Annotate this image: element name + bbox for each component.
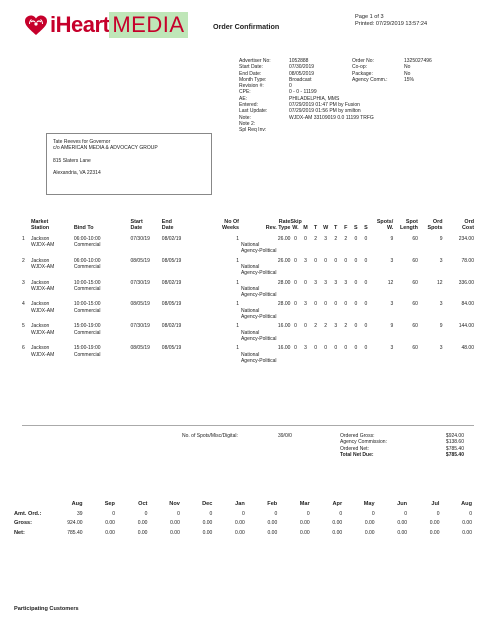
field-label: End Date: (239, 70, 262, 77)
monthly-value: 0.00 (105, 520, 115, 526)
total-label: Agency Commission: (340, 439, 387, 446)
monthly-value: 0.00 (332, 529, 343, 536)
rev-type-line: National (240, 351, 260, 358)
col-day: F (344, 225, 348, 232)
cell-day-count: 2 (314, 235, 317, 242)
field-label: Month Type: (239, 76, 267, 83)
monthly-value: 0 (209, 510, 213, 517)
monthly-row-label: Amt. Ord.: (14, 510, 42, 517)
monthly-value: 0 (371, 510, 375, 517)
col-end-date: End Date (161, 219, 174, 232)
field-label: Entered: (239, 102, 258, 109)
cell-rev-type (239, 264, 474, 277)
cell-weeks: 1 (236, 345, 239, 352)
cell-ord-spots: 9 (439, 323, 443, 330)
cell-ord-spots: 3 (439, 345, 443, 352)
cell-day-count: 0 (344, 301, 348, 308)
schedule-row-detail (22, 286, 474, 299)
col-day: T (313, 225, 318, 232)
schedule-row-detail (22, 242, 474, 255)
monthly-value: 0.00 (397, 520, 408, 526)
month-header: Aug (71, 501, 83, 507)
total-value: $138.60 (445, 439, 464, 446)
field-label: Order No: (352, 58, 374, 64)
col-rate-type: Rate Rev. Type (265, 219, 291, 232)
monthly-row-label: Net: (14, 529, 25, 536)
cell-day-count: 0 (354, 235, 358, 242)
month-header: Dec (202, 501, 213, 507)
month-header: Aug (461, 501, 472, 507)
participating-customers-heading: Participating Customers (14, 606, 79, 612)
page-title: Order Confirmation (213, 22, 280, 31)
cell-rev-type (239, 330, 474, 343)
cell-start-date: 08/05/19 (130, 345, 150, 352)
monthly-value: 0.00 (137, 529, 148, 536)
monthly-value: 0.00 (462, 520, 472, 526)
cell-day-count: 3 (304, 301, 307, 308)
monthly-value: 0.00 (137, 520, 148, 526)
schedule-row-detail (22, 330, 474, 343)
month-header: Oct (138, 501, 148, 507)
cell-end-date: 08/02/19 (161, 235, 182, 242)
cell-bind-to: Commercial (73, 242, 101, 249)
rev-type-line: Agency-Political (240, 248, 277, 255)
cell-bind-to: Commercial (73, 329, 101, 336)
monthly-value: 0 (436, 510, 440, 517)
cell-day-count: 0 (354, 301, 358, 308)
cell-rev-type (239, 308, 474, 321)
order-summary (352, 58, 462, 83)
monthly-value: 0.00 (235, 520, 245, 526)
cell-day-count: 0 (364, 279, 368, 286)
cell-rate: 28.00 (277, 301, 291, 308)
cell-ord-cost: 336.00 (458, 279, 474, 286)
cell-day-count: 0 (324, 345, 328, 352)
monthly-value: 0.00 (267, 529, 278, 536)
cell-end-date: 08/05/19 (161, 257, 182, 264)
cell-rate: 26.00 (277, 235, 291, 242)
cell-daypart-time: 10:00-15:00 (73, 301, 101, 308)
monthly-header-row (14, 500, 472, 510)
cell-day-count: 0 (304, 235, 307, 242)
total-value: $924.00 (445, 433, 464, 439)
cell-ord-spots: 3 (439, 301, 443, 308)
cell-end-date: 08/05/19 (161, 345, 182, 352)
month-header: Feb (267, 501, 278, 507)
field-label: Co-op: (352, 64, 368, 71)
monthly-value: 0 (469, 510, 472, 517)
field-value: No (404, 64, 411, 71)
printed-timestamp: Printed: 07/29/2019 13:57:24 (355, 21, 428, 27)
cell-day-count: 2 (344, 235, 348, 242)
month-header: Mar (299, 501, 310, 507)
cell-day-count: 0 (344, 257, 348, 264)
schedule-table (22, 219, 474, 367)
monthly-value: 0 (306, 510, 310, 517)
cell-weeks: 1 (236, 301, 239, 308)
brand-name-iheart: iHeart (50, 12, 110, 37)
col-skip: Skip W. (290, 219, 302, 232)
cell-market: Jackson (30, 279, 50, 286)
col-no-of-weeks: No Of Weeks (221, 219, 239, 232)
cell-day-count: 0 (364, 345, 368, 352)
monthly-value: 0 (112, 510, 115, 517)
total-line (340, 452, 464, 458)
monthly-table (14, 500, 472, 538)
rev-type-line: National (240, 307, 260, 314)
cell-day-count: 0 (334, 345, 338, 352)
cell-day-count: 3 (344, 279, 348, 286)
col-day: S (354, 225, 358, 232)
cell-line-number: 4 (22, 301, 25, 308)
cell-spots-per-week: 3 (390, 301, 394, 308)
monthly-value: 0 (177, 510, 180, 517)
cell-market: Jackson (30, 345, 50, 352)
cell-daypart-time: 06:00-10:00 (73, 235, 101, 242)
cell-skip: 0 (294, 235, 297, 242)
cell-day-count: 0 (344, 345, 348, 352)
month-header: May (363, 501, 375, 507)
cell-spots-per-week: 12 (387, 279, 394, 286)
cell-spot-length: 60 (412, 257, 418, 264)
cell-day-count: 3 (304, 257, 307, 264)
col-day: S (364, 225, 368, 232)
rev-type-line: National (240, 264, 260, 270)
cell-day-count: 0 (364, 257, 368, 264)
col-spot-length: Spot Length (399, 219, 418, 232)
col-ord-cost: Ord Cost (462, 219, 474, 232)
monthly-value: 0 (339, 510, 343, 517)
cell-bind-to: Commercial (73, 307, 101, 314)
cell-rate: 16.00 (277, 345, 291, 352)
cell-day-count: 0 (354, 279, 358, 286)
cell-bind-to: Commercial (73, 285, 101, 292)
col-day: W (323, 225, 329, 232)
cell-spot-length: 60 (412, 301, 418, 308)
cell-ord-cost: 144.00 (458, 323, 474, 330)
brand-logo (22, 12, 188, 38)
month-header: Jan (235, 501, 245, 507)
monthly-row (14, 510, 472, 520)
cell-rev-type (239, 352, 474, 365)
total-value: $785.40 (445, 445, 464, 452)
cell-ord-spots: 9 (439, 235, 443, 242)
cell-day-count: 0 (354, 345, 358, 352)
cell-day-count: 0 (314, 257, 317, 264)
cell-station: WJDX-AM (30, 307, 55, 314)
field-value: Broadcast (289, 76, 312, 83)
cell-day-count: 0 (354, 257, 358, 264)
monthly-value: 0.00 (364, 529, 375, 536)
field-value: No (404, 70, 411, 77)
cell-ord-cost: 78.00 (461, 257, 474, 264)
monthly-value: 0 (404, 510, 408, 517)
monthly-row-label: Gross: (14, 520, 33, 526)
cell-market: Jackson (30, 235, 50, 242)
cell-weeks: 1 (236, 235, 239, 242)
rev-type-line: National (240, 329, 260, 336)
cell-ord-spots: 3 (439, 257, 443, 264)
monthly-value: 0.00 (267, 520, 278, 526)
rev-type-line: Agency-Political (240, 357, 277, 364)
total-label: Total Net Due: (340, 451, 374, 458)
field-label: CPE: (239, 89, 251, 96)
cell-day-count: 0 (364, 301, 368, 308)
cell-spots-per-week: 3 (390, 257, 394, 264)
monthly-value: 0.00 (397, 529, 408, 536)
monthly-value: 0 (274, 510, 278, 517)
monthly-row (14, 519, 472, 529)
cell-day-count: 0 (324, 257, 328, 264)
divider (22, 425, 474, 426)
monthly-value: 785.40 (67, 529, 83, 536)
cell-station: WJDX-AM (30, 242, 55, 249)
cell-day-count: 0 (364, 323, 368, 330)
cell-day-count: 0 (304, 279, 307, 286)
cell-skip: 0 (294, 279, 297, 286)
field-value: 0 - 0 - 11199 (289, 89, 317, 96)
field-value (289, 127, 389, 133)
field-value: 1325027496 (404, 58, 432, 64)
month-header: Apr (332, 501, 343, 507)
monthly-value: 0.00 (235, 529, 245, 536)
cell-day-count: 3 (334, 323, 338, 330)
field-label: Package: (352, 70, 373, 77)
cell-weeks: 1 (236, 257, 239, 264)
cell-daypart-time: 15:00-19:00 (73, 323, 101, 330)
field-label: Note 2: (239, 120, 256, 127)
field-value: 0 (289, 83, 292, 90)
col-start-date: Start Date (130, 219, 143, 232)
cell-day-count: 0 (314, 345, 317, 352)
cell-bind-to: Commercial (73, 351, 101, 358)
cell-day-count: 0 (304, 323, 307, 330)
cell-start-date: 07/30/19 (130, 279, 150, 286)
iheart-heart-icon (22, 13, 50, 37)
col-spots-per-week: Spots/ W. (376, 219, 394, 232)
cell-line-number: 5 (22, 323, 25, 330)
cell-day-count: 0 (354, 323, 358, 330)
monthly-value: 39 (76, 510, 83, 517)
total-label: Ordered Gross: (340, 433, 375, 439)
field-label: Agency Comm.: (352, 76, 388, 83)
schedule-row-detail (22, 308, 474, 321)
field-value: 07/29/2019 01:47 PM by Fusion (289, 102, 360, 109)
schedule-row-detail (22, 352, 474, 365)
cell-weeks: 1 (236, 323, 239, 330)
spots-total-value: 39/0/0 (278, 433, 292, 439)
field-value: 15% (404, 76, 415, 83)
cell-weeks: 1 (236, 279, 239, 286)
page-number: Page 1 of 3 (355, 14, 384, 20)
cell-spot-length: 60 (412, 279, 418, 286)
field-value: 1052888 (289, 58, 309, 64)
cell-spots-per-week: 9 (390, 323, 394, 330)
field-label: Spl Req Inv: (239, 127, 267, 134)
total-value: $785.40 (445, 451, 464, 458)
cell-market: Jackson (30, 323, 50, 330)
monthly-value: 0.00 (299, 520, 310, 526)
cell-day-count: 3 (304, 345, 307, 352)
address-line: Tate Reeves for Governor (53, 139, 111, 145)
field-label: AE: (239, 95, 248, 102)
rev-type-line: Agency-Political (240, 292, 277, 299)
rev-type-line: Agency-Political (240, 314, 277, 321)
cell-station: WJDX-AM (30, 264, 55, 270)
field-value: WJDX-AM 33109019 0.0 11199 TRFG (289, 114, 374, 121)
cell-station: WJDX-AM (30, 351, 55, 358)
cell-ord-spots: 12 (436, 279, 443, 286)
col-ord-spots: Ord Spots (427, 219, 443, 232)
cell-day-count: 2 (344, 323, 348, 330)
monthly-value: 0 (242, 510, 245, 517)
monthly-value: 0.00 (170, 520, 180, 526)
cell-start-date: 07/30/19 (130, 235, 150, 242)
rev-type-line: Agency-Political (240, 270, 277, 277)
col-bind-to: Bind To (73, 225, 94, 232)
cell-skip: 0 (294, 323, 297, 330)
cell-day-count: 3 (314, 279, 317, 286)
cell-day-count: 3 (334, 279, 338, 286)
schedule-header-row (22, 219, 474, 232)
field-label: Last Update: (239, 108, 268, 115)
monthly-value: 0.00 (170, 529, 180, 536)
cell-day-count: 3 (324, 279, 328, 286)
totals-summary (340, 433, 464, 458)
cell-line-number: 1 (22, 235, 25, 242)
col-day: T (334, 225, 338, 232)
cell-rate: 28.00 (277, 279, 291, 286)
cell-skip: 0 (294, 257, 297, 264)
cell-day-count: 2 (334, 235, 338, 242)
monthly-value: 0.00 (429, 520, 440, 526)
cell-bind-to: Commercial (73, 264, 101, 270)
address-line: c/o AMERICAN MEDIA & ADVOCACY GROUP (53, 145, 158, 152)
monthly-row (14, 529, 472, 539)
cell-rate: 16.00 (277, 323, 291, 330)
address-line: Alexandria, VA 22314 (53, 169, 101, 176)
cell-line-number: 3 (22, 279, 25, 286)
cell-market: Jackson (30, 301, 50, 308)
cell-spot-length: 60 (412, 235, 418, 242)
cell-skip: 0 (294, 345, 297, 352)
brand-name-media: MEDIA (109, 12, 187, 38)
cell-end-date: 08/02/19 (161, 323, 182, 330)
cell-daypart-time: 06:00-10:00 (73, 257, 101, 264)
cell-spots-per-week: 9 (390, 235, 394, 242)
field-value: 07/29/2019 01:56 PM by smilton (289, 108, 361, 115)
rev-type-line: Agency-Political (240, 335, 277, 342)
cell-rev-type (239, 242, 474, 255)
field-value: 07/30/2019 (289, 64, 315, 71)
cell-day-count: 2 (314, 323, 317, 330)
monthly-value: 0.00 (202, 520, 213, 526)
monthly-value: 0.00 (462, 529, 472, 536)
address-line: 815 Slaters Lane (53, 157, 91, 164)
field-label: Advertiser No: (239, 58, 271, 64)
cell-skip: 0 (294, 301, 297, 308)
cell-daypart-time: 15:00-19:00 (73, 345, 101, 352)
monthly-value: 0.00 (202, 529, 213, 536)
field-label: Start Date: (239, 64, 263, 71)
cell-spot-length: 60 (412, 345, 418, 352)
col-day: M (303, 225, 308, 232)
cell-spot-length: 60 (412, 323, 418, 330)
month-header: Sep (104, 501, 115, 507)
monthly-value: 0.00 (299, 529, 310, 536)
monthly-value: 0.00 (364, 520, 375, 526)
cell-station: WJDX-AM (30, 329, 55, 336)
cell-rev-type (239, 286, 474, 299)
cell-spots-per-week: 3 (390, 345, 394, 352)
rev-type-line: National (240, 242, 260, 249)
col-market-station: Market Station (30, 219, 50, 232)
spots-total-label: No. of Spots/Misc/Digital: (182, 433, 238, 439)
monthly-value: 0 (144, 510, 148, 517)
field-label: Revision #: (239, 83, 264, 90)
cell-station: WJDX-AM (30, 285, 55, 292)
address-box (46, 133, 212, 195)
monthly-value: 0.00 (332, 520, 343, 526)
rev-type-line: National (240, 285, 260, 292)
field-value: PHILADELPHIA, MMS (289, 95, 340, 102)
cell-day-count: 0 (364, 235, 368, 242)
field-value: 08/05/2019 (289, 70, 315, 77)
cell-daypart-time: 10:00-15:00 (73, 279, 101, 286)
cell-ord-cost: 48.00 (461, 345, 474, 352)
cell-line-number: 6 (22, 345, 25, 352)
cell-day-count: 2 (324, 323, 328, 330)
cell-day-count: 3 (324, 235, 328, 242)
cell-rate: 26.00 (277, 257, 291, 264)
cell-day-count: 0 (324, 301, 328, 308)
field-label: Note: (239, 114, 251, 121)
cell-market: Jackson (30, 257, 50, 264)
cell-end-date: 08/05/19 (161, 301, 182, 308)
monthly-value: 0.00 (429, 529, 440, 536)
cell-end-date: 08/02/19 (161, 279, 182, 286)
monthly-value: 0.00 (105, 529, 115, 536)
cell-start-date: 08/05/19 (130, 257, 150, 264)
cell-day-count: 0 (314, 301, 317, 308)
schedule-row-detail (22, 264, 474, 277)
cell-ord-cost: 234.00 (458, 235, 474, 242)
month-header: Jun (397, 501, 408, 507)
cell-day-count: 0 (334, 301, 338, 308)
month-header: Nov (169, 501, 180, 507)
month-header: Jul (431, 501, 440, 507)
monthly-value: 924.00 (67, 520, 83, 526)
total-label: Ordered Net: (340, 445, 369, 452)
cell-start-date: 08/05/19 (130, 301, 150, 308)
cell-ord-cost: 84.00 (461, 301, 474, 308)
cell-day-count: 0 (334, 257, 338, 264)
cell-start-date: 07/30/19 (130, 323, 150, 330)
cell-line-number: 2 (22, 257, 25, 264)
